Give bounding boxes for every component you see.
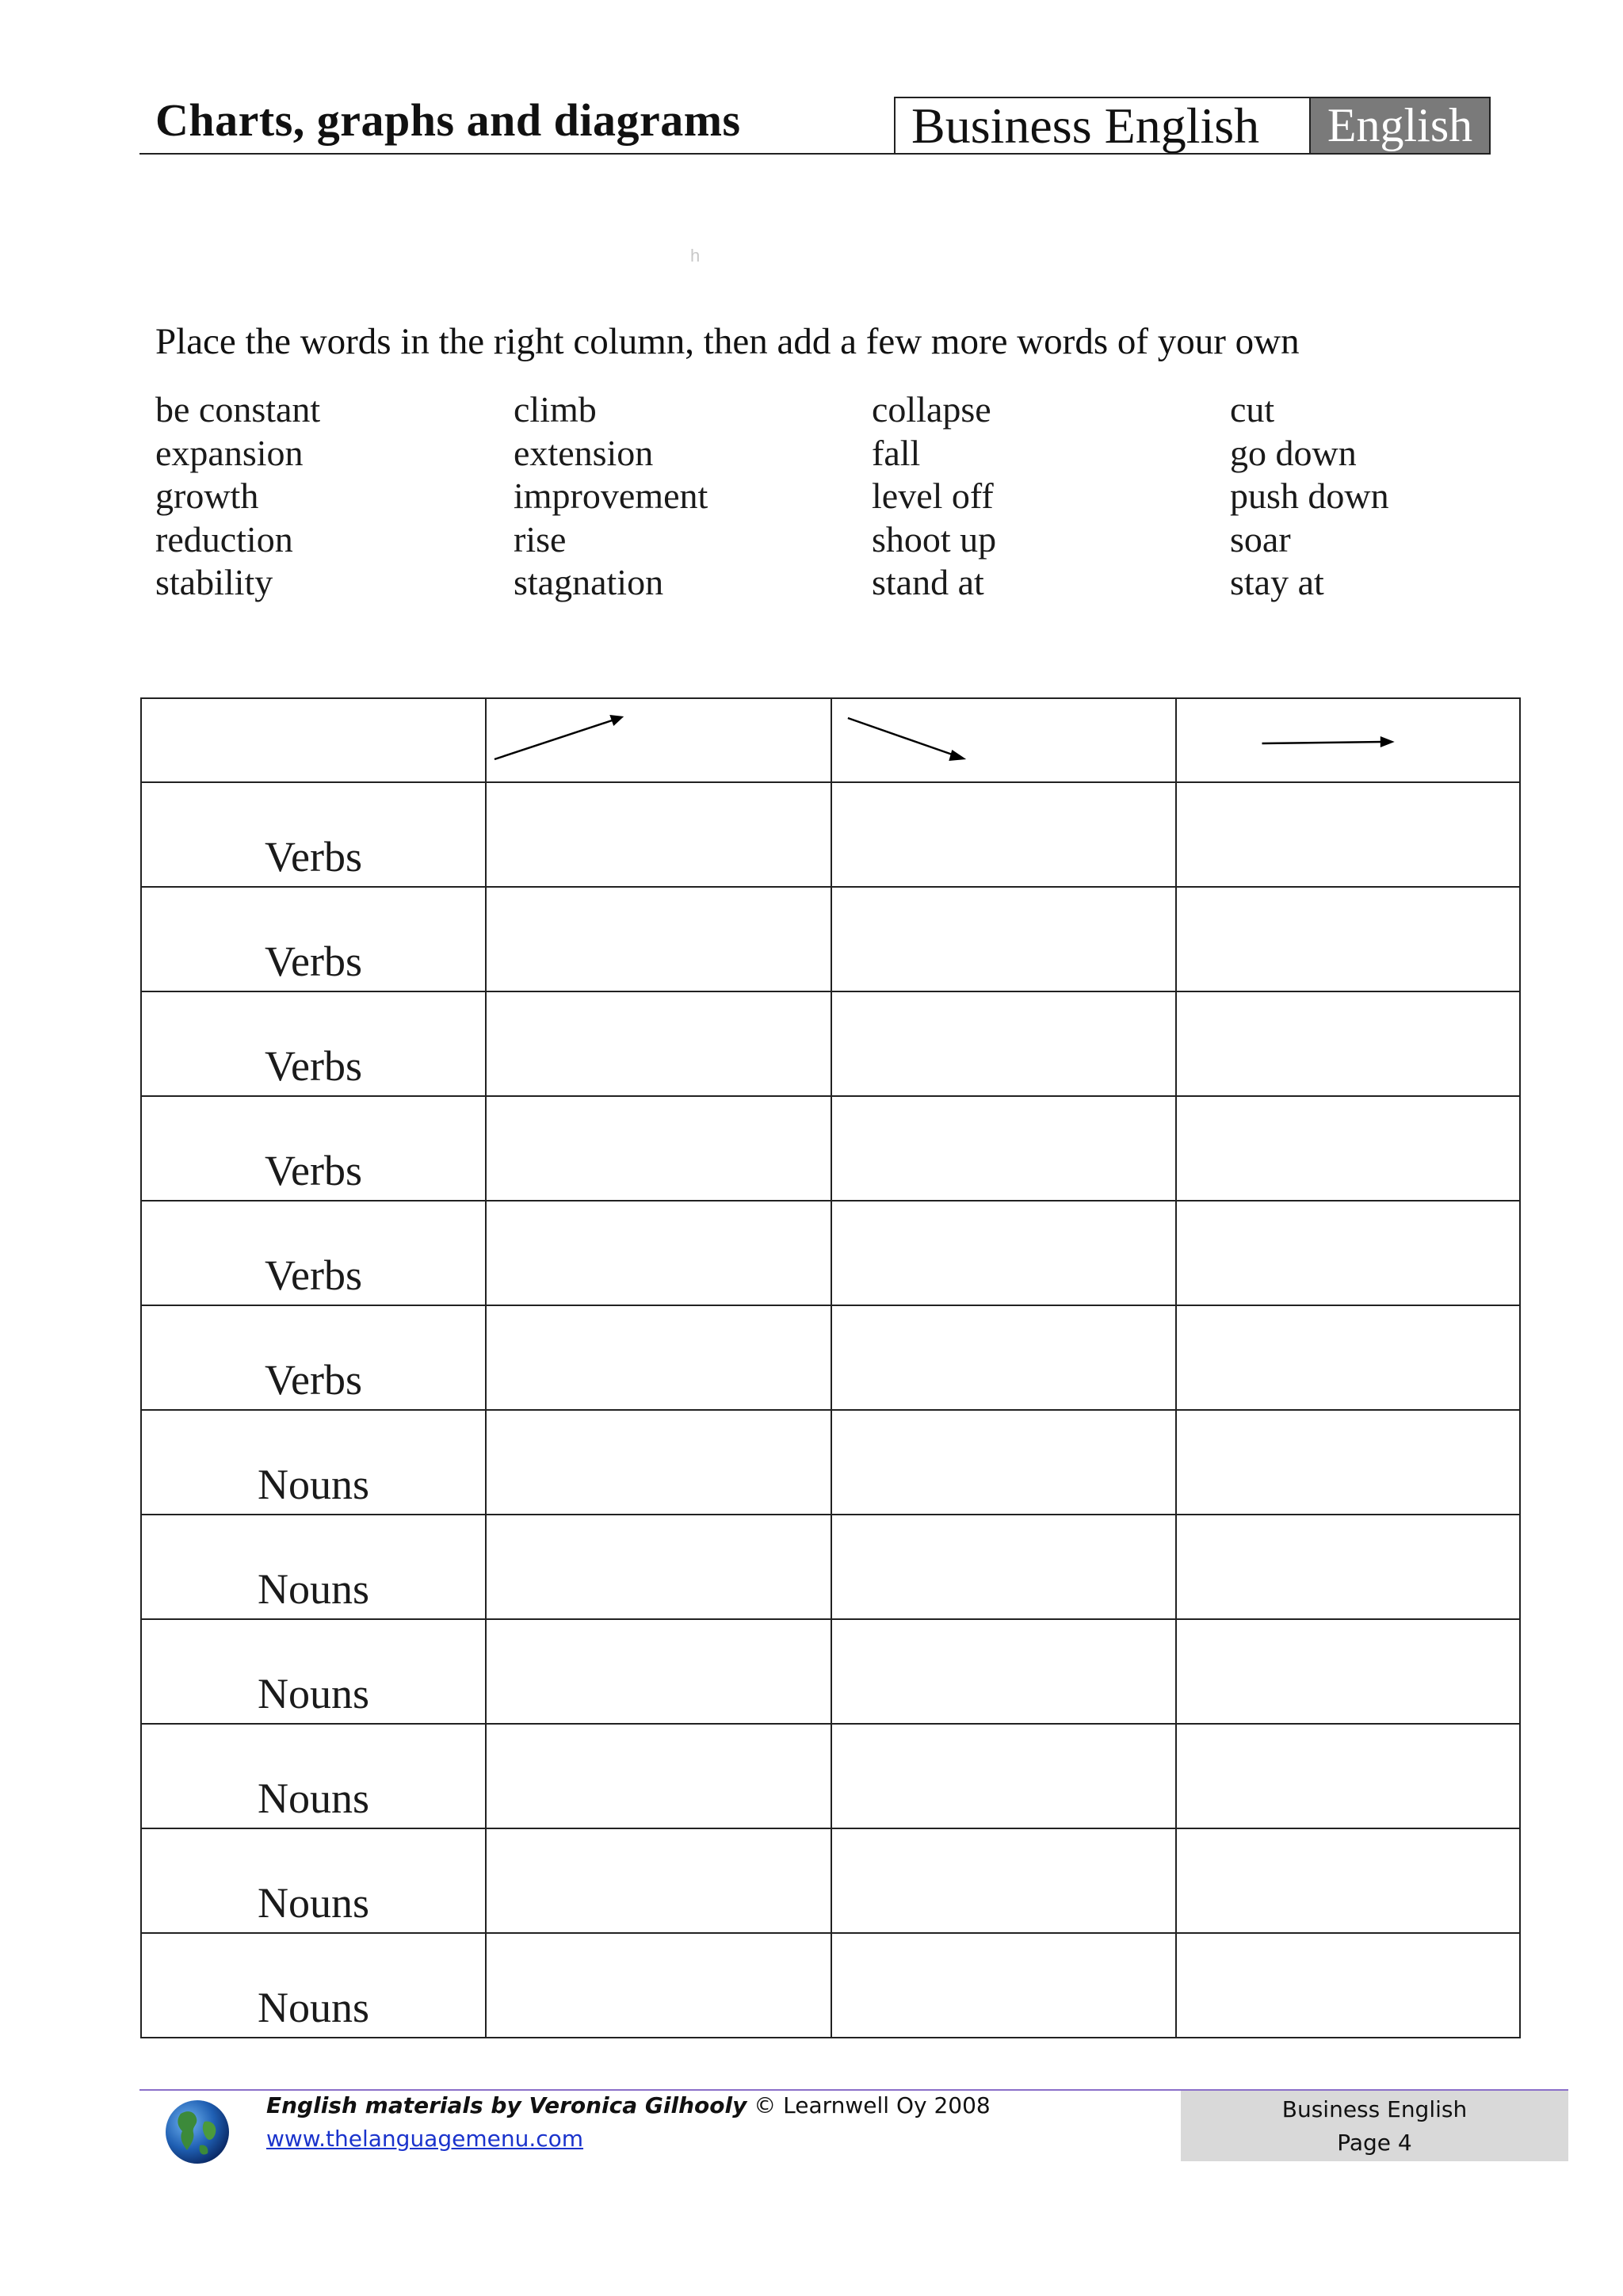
answer-cell[interactable] bbox=[486, 1410, 831, 1515]
footer-copyright: © Learnwell Oy 2008 bbox=[747, 2092, 991, 2118]
word-bank-word: stagnation bbox=[514, 562, 664, 602]
footer-section-name: Business English bbox=[1281, 2095, 1468, 2122]
word-bank-word: stability bbox=[155, 562, 273, 602]
footer-page-box bbox=[1181, 2091, 1568, 2161]
page-number: Page 4 bbox=[1337, 2129, 1412, 2156]
header-cell-down bbox=[831, 698, 1176, 782]
answer-cell[interactable] bbox=[1176, 1933, 1520, 2038]
answer-cell[interactable] bbox=[831, 1096, 1176, 1201]
word-bank-column bbox=[155, 388, 514, 605]
row-label: Nouns bbox=[141, 1410, 486, 1515]
answer-cell[interactable] bbox=[1176, 1201, 1520, 1305]
word-bank-word: extension bbox=[514, 432, 654, 473]
table-row bbox=[141, 782, 1520, 887]
answer-cell[interactable] bbox=[831, 1201, 1176, 1305]
answer-cell[interactable] bbox=[831, 1828, 1176, 1933]
answer-cell[interactable] bbox=[831, 887, 1176, 991]
answer-cell[interactable] bbox=[486, 991, 831, 1096]
answer-cell[interactable] bbox=[831, 1724, 1176, 1828]
table-row bbox=[141, 1619, 1520, 1724]
row-label: Nouns bbox=[141, 1828, 486, 1933]
header-cell-flat bbox=[1176, 698, 1520, 782]
row-label: Nouns bbox=[141, 1724, 486, 1828]
row-label: Verbs bbox=[141, 1305, 486, 1410]
answer-cell[interactable] bbox=[486, 782, 831, 887]
page-title: Charts, graphs and diagrams bbox=[155, 94, 741, 146]
word-bank-column bbox=[514, 388, 872, 605]
answer-cell[interactable] bbox=[831, 782, 1176, 887]
row-label: Nouns bbox=[141, 1619, 486, 1724]
word-bank-word: shoot up bbox=[872, 518, 997, 560]
table-row bbox=[141, 1828, 1520, 1933]
word-bank-word: expansion bbox=[155, 432, 304, 473]
answer-cell[interactable] bbox=[1176, 1724, 1520, 1828]
header-divider bbox=[139, 153, 1491, 155]
answer-cell[interactable] bbox=[1176, 1305, 1520, 1410]
arrow-down-icon bbox=[832, 699, 1175, 781]
answer-cell[interactable] bbox=[486, 1619, 831, 1724]
row-label: Verbs bbox=[141, 991, 486, 1096]
arrow-up-icon bbox=[487, 699, 831, 781]
table-row bbox=[141, 1305, 1520, 1410]
banner-business-english: Business English bbox=[911, 97, 1260, 154]
word-bank-word: climb bbox=[514, 389, 597, 430]
answer-cell[interactable] bbox=[831, 991, 1176, 1096]
answer-cell[interactable] bbox=[486, 1201, 831, 1305]
classification-table bbox=[140, 697, 1521, 2038]
word-bank-word: soar bbox=[1230, 518, 1291, 560]
answer-cell[interactable] bbox=[486, 1828, 831, 1933]
answer-cell[interactable] bbox=[1176, 991, 1520, 1096]
faint-letter: h bbox=[690, 246, 701, 266]
word-bank-word: level off bbox=[872, 476, 994, 516]
table-row bbox=[141, 1201, 1520, 1305]
answer-cell[interactable] bbox=[486, 1724, 831, 1828]
answer-cell[interactable] bbox=[1176, 782, 1520, 887]
table-row bbox=[141, 1515, 1520, 1619]
header-cell-up bbox=[486, 698, 831, 782]
footer-credit bbox=[266, 2092, 991, 2118]
globe-icon bbox=[163, 2098, 231, 2166]
table-row bbox=[141, 991, 1520, 1096]
word-bank-word: rise bbox=[514, 518, 567, 560]
answer-cell[interactable] bbox=[486, 1515, 831, 1619]
word-bank-word: be constant bbox=[155, 389, 321, 430]
answer-cell[interactable] bbox=[831, 1410, 1176, 1515]
row-label: Nouns bbox=[141, 1933, 486, 2038]
table-row bbox=[141, 1410, 1520, 1515]
answer-cell[interactable] bbox=[486, 887, 831, 991]
row-label: Verbs bbox=[141, 887, 486, 991]
table-row bbox=[141, 1096, 1520, 1201]
word-bank-word: improvement bbox=[514, 476, 708, 516]
word-bank-word: reduction bbox=[155, 518, 293, 560]
word-bank-word: stay at bbox=[1230, 562, 1324, 602]
word-bank-column bbox=[872, 388, 1230, 605]
answer-cell[interactable] bbox=[831, 1305, 1176, 1410]
answer-cell[interactable] bbox=[1176, 887, 1520, 991]
word-bank-word: fall bbox=[872, 432, 921, 473]
answer-cell[interactable] bbox=[1176, 1619, 1520, 1724]
answer-cell[interactable] bbox=[1176, 1515, 1520, 1619]
answer-cell[interactable] bbox=[486, 1305, 831, 1410]
answer-cell[interactable] bbox=[1176, 1096, 1520, 1201]
row-label: Verbs bbox=[141, 1096, 486, 1201]
row-label: Verbs bbox=[141, 782, 486, 887]
header-banner bbox=[894, 97, 1491, 155]
word-bank-word: growth bbox=[155, 476, 259, 516]
table-row bbox=[141, 1933, 1520, 2038]
answer-cell[interactable] bbox=[486, 1096, 831, 1201]
answer-cell[interactable] bbox=[1176, 1828, 1520, 1933]
word-bank bbox=[155, 388, 1547, 605]
answer-cell[interactable] bbox=[1176, 1410, 1520, 1515]
row-label: Nouns bbox=[141, 1515, 486, 1619]
word-bank-word: push down bbox=[1230, 476, 1389, 516]
table-header-row bbox=[141, 698, 1520, 782]
answer-cell[interactable] bbox=[831, 1933, 1176, 2038]
word-bank-word: cut bbox=[1230, 389, 1275, 430]
instruction-text: Place the words in the right column, then add a few more words of your own bbox=[155, 321, 1300, 362]
table-row bbox=[141, 1724, 1520, 1828]
word-bank-word: stand at bbox=[872, 562, 984, 602]
banner-english: English bbox=[1309, 98, 1489, 153]
answer-cell[interactable] bbox=[831, 1619, 1176, 1724]
website-link[interactable]: www.thelanguagemenu.com bbox=[266, 2126, 584, 2152]
answer-cell[interactable] bbox=[486, 1933, 831, 2038]
table-row bbox=[141, 887, 1520, 991]
word-bank-column bbox=[1230, 388, 1547, 605]
word-bank-word: go down bbox=[1230, 432, 1357, 473]
footer-author: English materials by Veronica Gilhooly bbox=[266, 2092, 747, 2118]
arrow-flat-icon bbox=[1177, 699, 1519, 781]
answer-cell[interactable] bbox=[831, 1515, 1176, 1619]
word-bank-word: collapse bbox=[872, 389, 991, 430]
row-label: Verbs bbox=[141, 1201, 486, 1305]
header-cell-empty bbox=[141, 698, 486, 782]
